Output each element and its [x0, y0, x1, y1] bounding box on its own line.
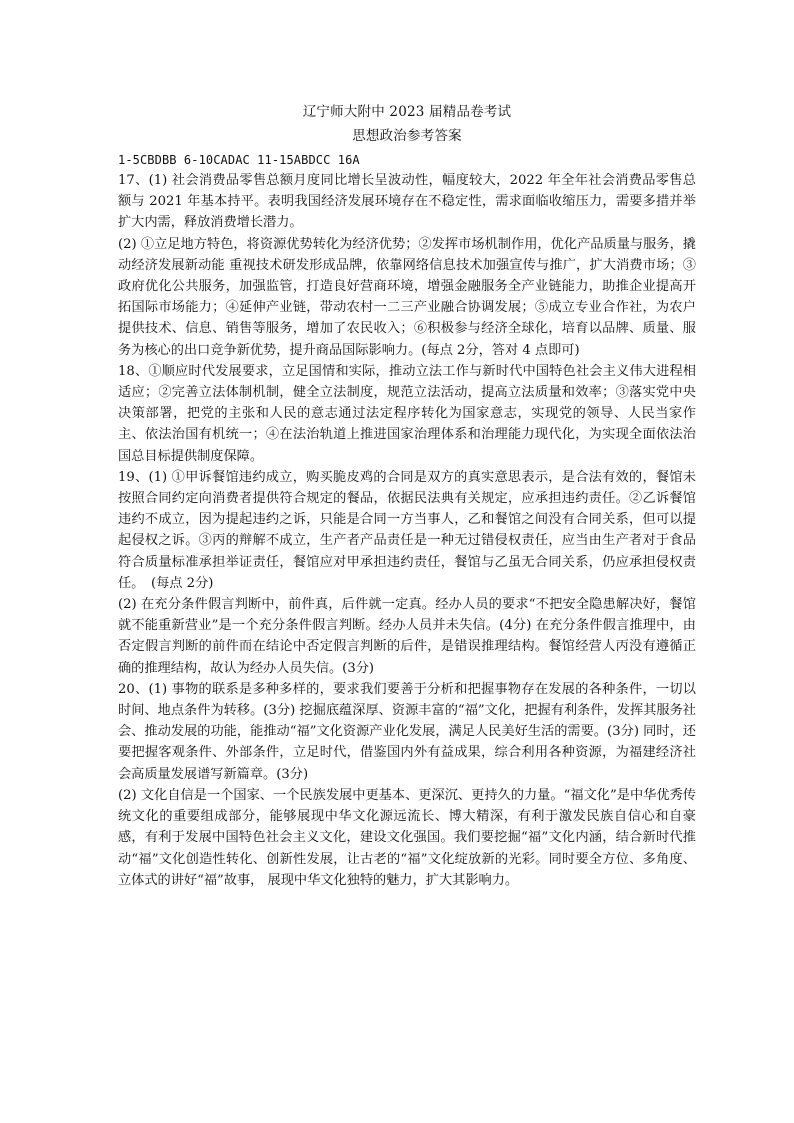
document-body — [118, 100, 696, 891]
answer-paragraph-q17-2: (2) ①立足地方特色，将资源优势转化为经济优势；②发挥市场机制作用，优化产品质量与服务，撬动经济发展新动能 重视技术研发形成品牌，依靠网络信息技术加强宣传与推广，扩大消费市场；③政府优化公共服务，加强监管，打造良好营商环境，增强金融服务全产业链能力，助推企业提高开拓国际市场能力；④延伸产业链，带动农村一二三产业融合协调发展；⑤成立专业合作社，为农户提供技术、信息、销售等服务，增加了农民收入；⑥积极参与经济全球化，培育以品牌、质量、服务为核心的出口竞争新优势，提升商品国际影响力。(每点 2分，答对 4 点即可) — [118, 236, 696, 358]
exam-title: 辽宁师大附中 2023 届精品卷考试 — [302, 104, 512, 120]
choice-answers: 1-5CBDBB 6-10CADAC 11-15ABDCC 16A — [118, 153, 360, 167]
answer-paragraph-q17-1: 17、(1) 社会消费品零售总额月度同比增长呈波动性，幅度较大，2022 年全年社会消费品零售总额与 2021 年基本持平。表明我国经济发展环境存在不稳定性，需求面临收缩压力，需要多措并举扩大内需，释放消费增长潜力。 — [118, 173, 696, 231]
exam-subtitle: 思想政治参考答案 — [352, 128, 462, 144]
answer-paragraph-q18: 18、①顺应时代发展要求，立足国情和实际，推动立法工作与新时代中国特色社会主义伟大进程相适应；②完善立法体制机制，健全立法制度，规范立法活动，提高立法质量和效率；③落实党中央决策部署，把党的主张和人民的意志通过法定程序转化为国家意志，实现党的领导、人民当家作主、依法治国有机统一；④在法治轨道上推进国家治理体系和治理能力现代化，为实现全面依法治国总目标提供制度保障。 — [118, 363, 696, 464]
answer-paragraph-q19-2: (2) 在充分条件假言判断中，前件真，后件就一定真。经办人员的要求“不把安全隐患解决好，餐馆就不能重新营业”是一个充分条件假言判断。经办人员并未失信。(4分) 在充分条件假言推理中，由否定假言判断的前件而在结论中否定假言判断的后件，是错误推理结构。餐馆经营人丙没有遵循正确的推理结构，故认为经办人员失信。(3分) — [118, 597, 696, 676]
answer-paragraph-q20-1: 20、(1) 事物的联系是多种多样的，要求我们要善于分析和把握事物存在发展的各种条件，一切以时间、地点条件为转移。(3分) 挖掘底蕴深厚、资源丰富的“福”文化，把握有利条件，发挥其服务社会、推动发展的功能，能推动“福”文化资源产业化发展，满足人民美好生活的需要。(3分) 同时，还要把握客观条件、外部条件，立足时代，借鉴国内外有益成果，综合利用各种资源，为福建经济社会高质量发展谱写新篇章。(3分) — [118, 681, 696, 782]
answer-paragraph-q19-1: 19、(1) ①甲诉餐馆违约成立，购买脆皮鸡的合同是双方的真实意思表示，是合法有效的，餐馆未按照合同约定向消费者提供符合规定的餐品，依据民法典有关规定，应承担违约责任。②乙诉餐馆违约不成立，因为提起违约之诉，只能是合同一方当事人，乙和餐馆之间没有合同关系，但可以提起侵权之诉。③丙的辩解不成立，生产者产品责任是一种无过错侵权责任，应当由生产者对于食品符合质量标准承担举证责任，餐馆应对甲承担违约责任，餐馆与乙虽无合同关系，仍应承担侵权责任。 (每点 2分) — [118, 469, 696, 591]
answer-paragraph-q20-2: (2) 文化自信是一个国家、一个民族发展中更基本、更深沉、更持久的力量。“福文化”是中华优秀传统文化的重要组成部分，能够展现中华文化源远流长、博大精深，有利于激发民族自信心和自豪感，有利于发展中国特色社会主义文化，建设文化强国。我们要挖掘“福”文化内涵，结合新时代推动“福”文化创造性转化、创新性发展，让古老的“福”文化绽放新的光彩。同时要全方位、多角度、立体式的讲好“福”故事， 展现中华文化独特的魅力，扩大其影响力。 — [118, 787, 696, 888]
